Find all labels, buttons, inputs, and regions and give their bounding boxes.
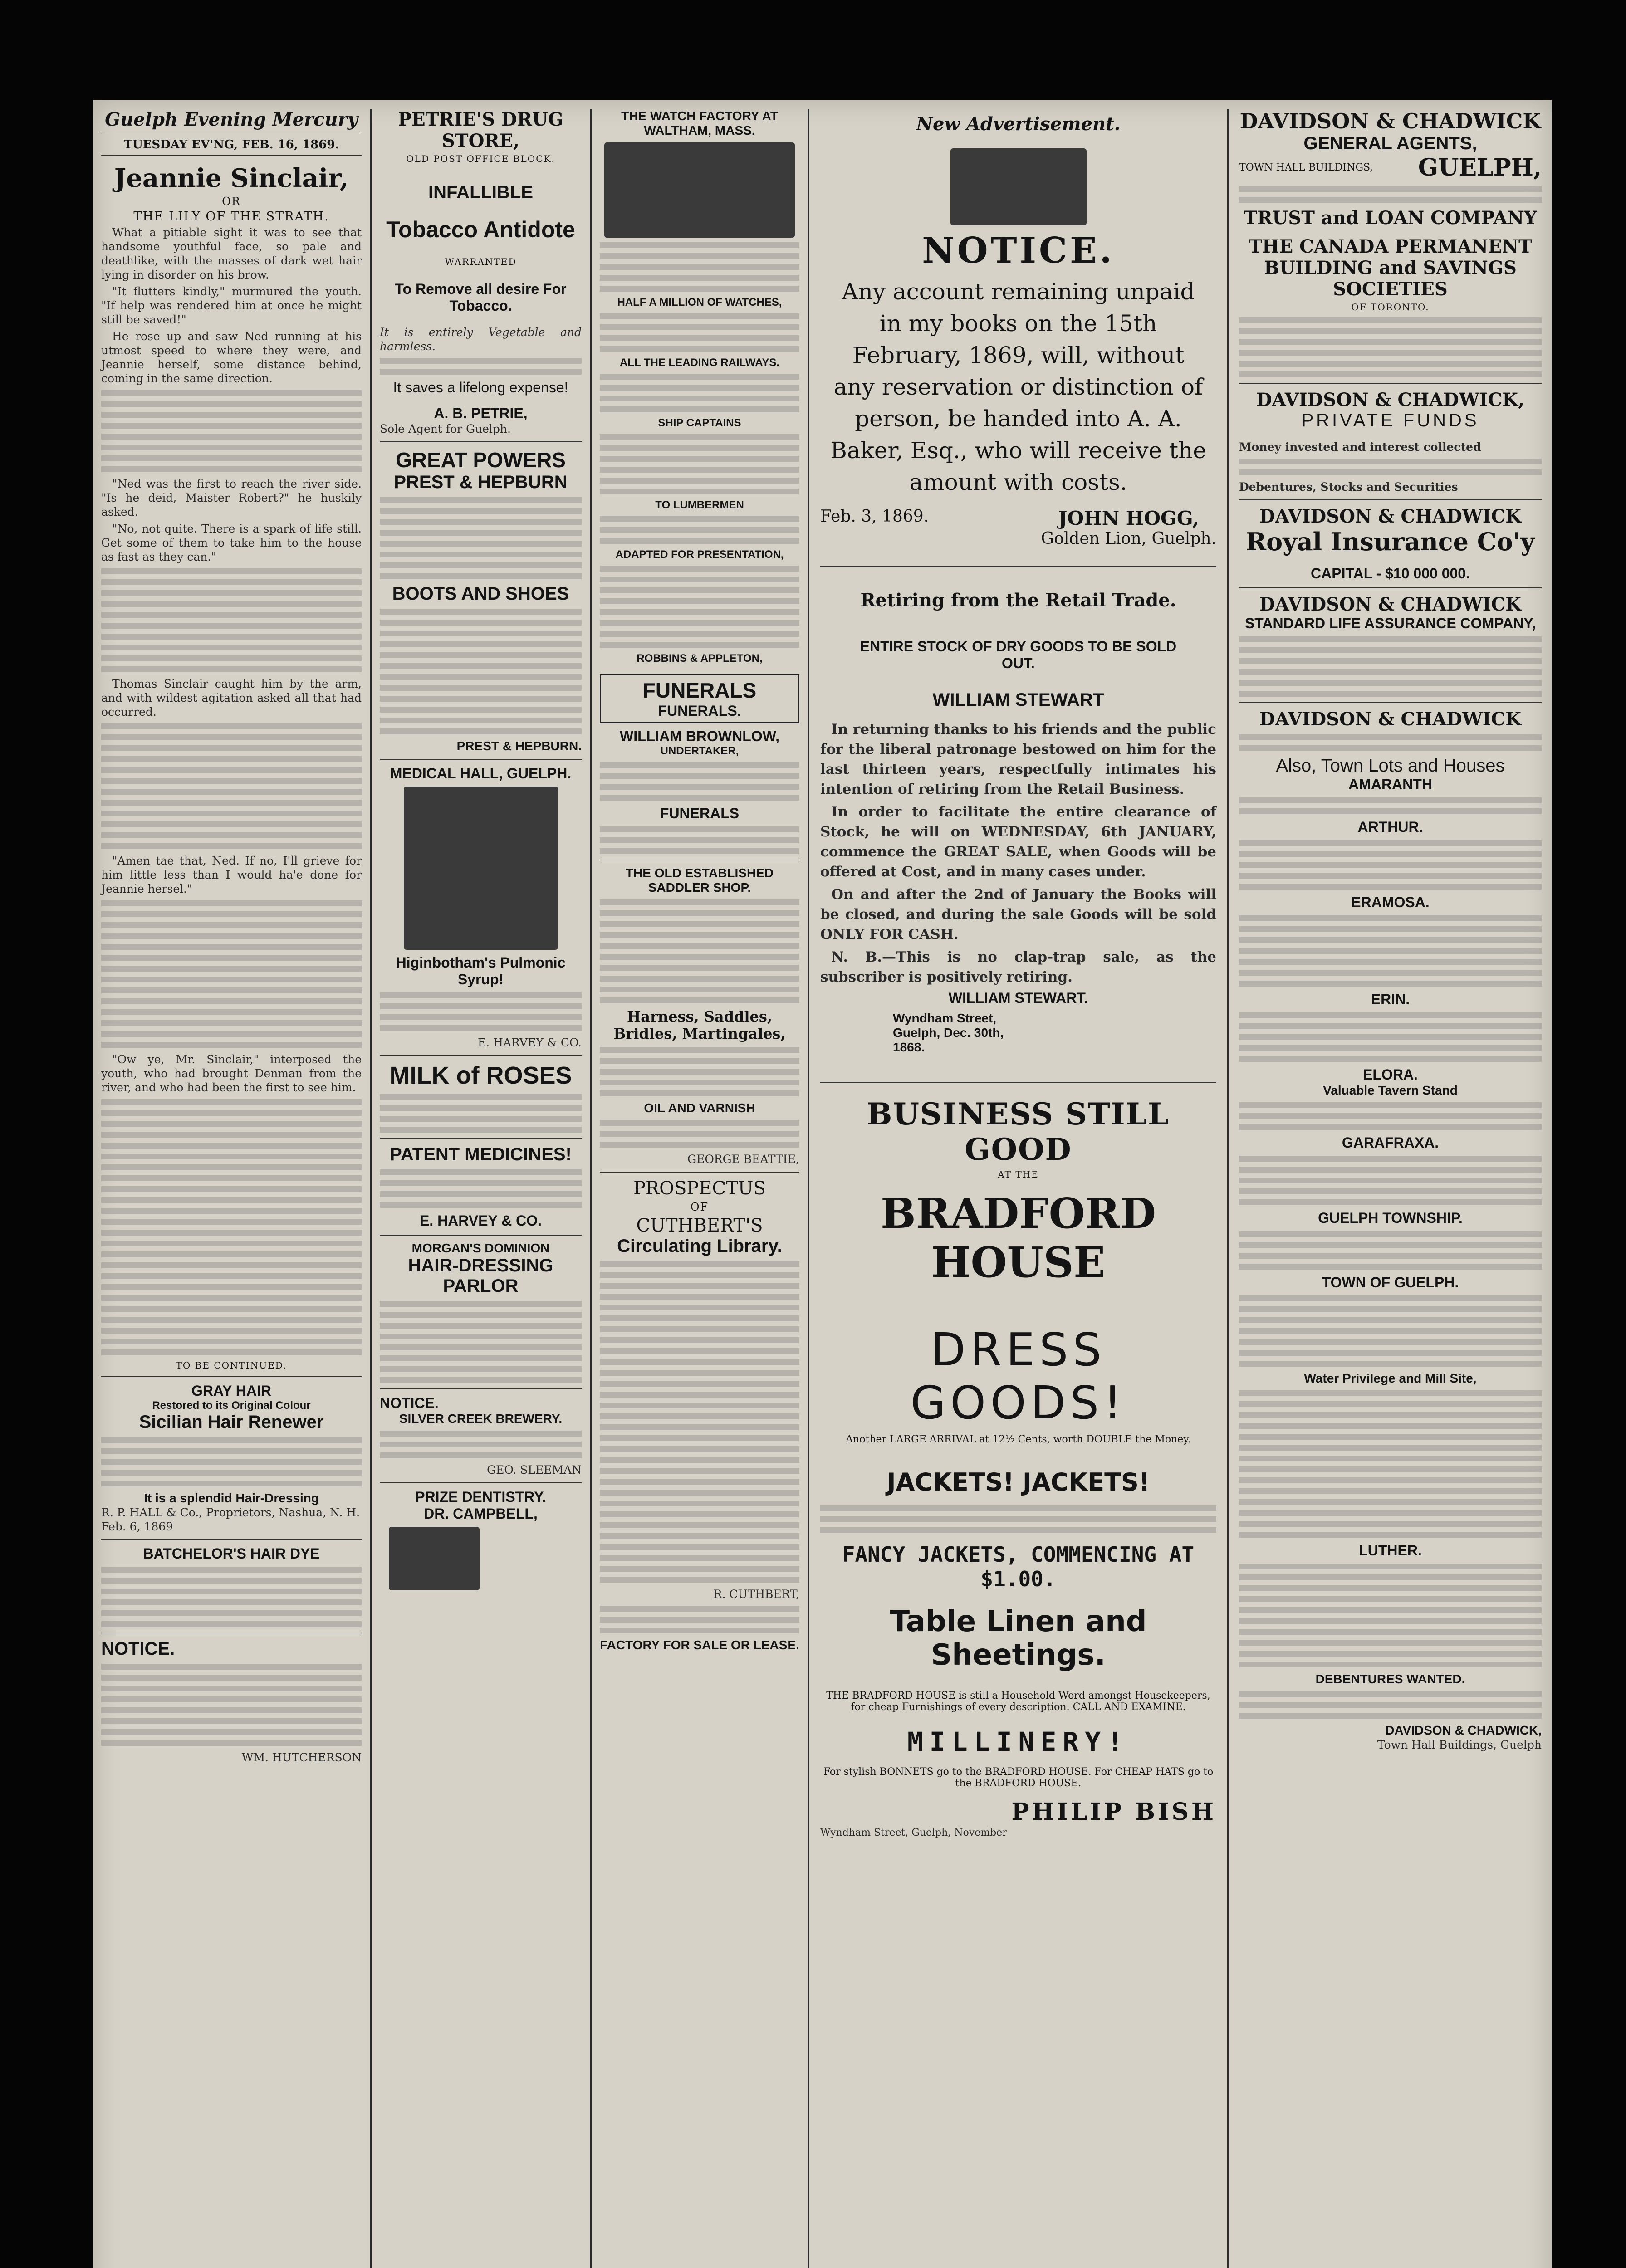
presentation: ADAPTED FOR PRESENTATION,: [615, 548, 784, 561]
masthead: Guelph Evening Mercury: [101, 109, 362, 134]
pulmonic-syrup: Higinbotham's Pulmonic Syrup!: [396, 954, 566, 987]
place-heading: TOWN OF GUELPH.: [1322, 1274, 1459, 1290]
funerals-box: [600, 674, 799, 723]
harvey-sign: E. HARVEY & CO.: [478, 1036, 582, 1049]
cuthberts: CUTHBERT'S: [636, 1215, 763, 1236]
watch-factory-title: THE WATCH FACTORY AT WALTHAM, MASS.: [621, 109, 778, 137]
lumbermen: TO LUMBERMEN: [655, 499, 744, 511]
fancy-jackets: FANCY JACKETS, COMMENCING AT $1.00.: [842, 1542, 1195, 1591]
dc-farms: DAVIDSON & CHADWICK: [1259, 709, 1522, 730]
notice-footer: [820, 507, 1216, 548]
bradford-note: THE BRADFORD HOUSE is still a Household Word amongst Housekeepers, for cheap Furnishings of every description. CALL AND EXAMINE.: [826, 1690, 1210, 1713]
at-the: AT THE: [998, 1169, 1039, 1180]
hair-dressing-line: It is a splendid Hair-Dressing: [144, 1491, 319, 1505]
dress-goods: DRESS GOODS!: [910, 1323, 1126, 1429]
dc-standard: DAVIDSON & CHADWICK: [1259, 594, 1522, 615]
guelph: GUELPH,: [1418, 154, 1542, 181]
place-heading: LUTHER.: [1359, 1542, 1422, 1559]
railways: ALL THE LEADING RAILWAYS.: [619, 357, 780, 369]
story-paragraph: "Amen tae that, Ned. If no, I'll grieve for him little less than I would ha'e done for Jeannie hersel.": [101, 854, 362, 895]
stewart-paragraph: In returning thanks to his friends and the public for the liberal patronage bestowed on him for the last thirteen years, respectfully intimates his intention of retiring from the Retail Business.: [820, 721, 1216, 797]
column-2: [372, 109, 590, 2268]
vegetable-line: It is entirely Vegetable and harmless.: [380, 326, 582, 353]
beattie-sign: GEORGE BEATTIE,: [687, 1153, 799, 1166]
factory-for-sale: FACTORY FOR SALE OR LEASE.: [600, 1638, 799, 1652]
notice-signer: JOHN HOGG,: [1058, 507, 1199, 529]
prest-sign: PREST & HEPBURN.: [456, 739, 582, 753]
millinery-note: For stylish BONNETS go to the BRADFORD HOUSE. For CHEAP HATS go to the BRADFORD HOUSE.: [823, 1766, 1214, 1789]
story-paragraph: "No, not quite. There is a spark of life still. Get some of them to take him to the house as fast as they can.": [101, 522, 362, 563]
bull-engraving: [950, 148, 1087, 225]
circulating-library: Circulating Library.: [617, 1236, 782, 1256]
watch-factory-engraving: [604, 142, 795, 238]
canada-permanent: THE CANADA PERMANENT BUILDING and SAVINGS SOCIETIES: [1249, 236, 1532, 300]
table-linen: Table Linen and Sheetings.: [890, 1605, 1147, 1672]
hair-renewer-title: Sicilian Hair Renewer: [139, 1412, 324, 1432]
story-or: OR: [222, 195, 241, 208]
brewery-sign: GEO. SLEEMAN: [487, 1463, 582, 1476]
place-heading: ARTHUR.: [1357, 819, 1423, 835]
capital: CAPITAL - $10 000 000.: [1311, 565, 1470, 582]
property-listing: [1239, 776, 1542, 1752]
harness-line: Harness, Saddles, Bridles, Martingales,: [613, 1008, 786, 1042]
tobacco-antidote: Tobacco Antidote: [386, 217, 575, 242]
story-paragraph: "Ned was the first to reach the river side. "Is he deid, Maister Robert?" he huskily asked.: [101, 477, 362, 518]
jackets: JACKETS! JACKETS!: [886, 1468, 1150, 1496]
dc-royal: DAVIDSON & CHADWICK: [1259, 506, 1522, 527]
warranted: WARRANTED: [445, 256, 517, 267]
saddler-shop: THE OLD ESTABLISHED SADDLER SHOP.: [625, 866, 774, 894]
bish-place: Wyndham Street, Guelph, November: [820, 1827, 1007, 1838]
stewart-sign: WILLIAM STEWART.: [948, 990, 1088, 1006]
story-paragraph: "It flutters kindly," murmured the youth. "If help was rendered him at once he might still be saved!": [101, 285, 362, 326]
hair-dressing-parlor: HAIR-DRESSING PARLOR: [408, 1256, 553, 1296]
dress-goods-sub: Another LARGE ARRIVAL at 12½ Cents, worth DOUBLE the Money.: [846, 1434, 1191, 1445]
general-agents: GENERAL AGENTS,: [1303, 133, 1477, 153]
petrie-sub: Sole Agent for Guelph.: [380, 422, 511, 435]
brewery-notice: NOTICE.: [380, 1395, 439, 1411]
gray-hair-line: Restored to its Original Colour: [152, 1399, 311, 1412]
royal-insurance: Royal Insurance Co'y: [1246, 527, 1535, 556]
prest-hepburn: PREST & HEPBURN: [394, 472, 568, 492]
notice-text: Any account remaining unpaid in my books on the 15th February, 1869, will, without any reservation or distinction of person, be handed into A. A. Baker, Esq., who will receive the amount with costs.: [830, 279, 1206, 495]
debentures-wanted: DEBENTURES WANTED.: [1315, 1672, 1465, 1686]
column-1: [93, 109, 370, 2268]
hair-renewer-sign: R. P. HALL & Co., Proprietors, Nashua, N. H.: [101, 1506, 360, 1519]
place-heading: AMARANTH: [1348, 776, 1432, 792]
water-privilege: Water Privilege and Mill Site,: [1304, 1371, 1477, 1385]
stewart-paragraph: In order to facilitate the entire clearance of Stock, he will on WEDNESDAY, 6th JANUARY, commence the GREAT SALE, when Goods will be offered at Cost, and in many cases under.: [820, 804, 1216, 880]
notice-sign: WM. HUTCHERSON: [241, 1751, 362, 1764]
medical-hall-engraving: [404, 787, 558, 950]
drug-store-title: PETRIE'S DRUG STORE,: [398, 109, 563, 152]
place-heading: ELORA.: [1363, 1066, 1418, 1083]
town-hall: TOWN HALL BUILDINGS,: [1239, 162, 1373, 173]
notice-heading: NOTICE.: [922, 230, 1115, 271]
medical-hall: MEDICAL HALL, GUELPH.: [390, 765, 572, 782]
prospectus-of: OF: [690, 1201, 709, 1213]
hair-dye-title: BATCHELOR'S HAIR DYE: [143, 1545, 320, 1562]
dc-location: [1239, 154, 1542, 181]
prospectus: PROSPECTUS: [633, 1178, 766, 1199]
column-3: [592, 109, 808, 2268]
place-heading: ERIN.: [1371, 991, 1410, 1007]
millinery: MILLINERY!: [907, 1726, 1130, 1757]
notice-date: Feb. 3, 1869.: [820, 507, 929, 526]
debentures: Debentures, Stocks and Securities: [1239, 480, 1458, 494]
story-paragraph: Thomas Sinclair caught him by the arm, and with wildest agitation asked all that had occurred.: [101, 677, 362, 719]
dc-sign: DAVIDSON & CHADWICK,: [1385, 1723, 1542, 1737]
story-subtitle: THE LILY OF THE STRATH.: [133, 210, 329, 224]
story-body: [101, 225, 362, 1355]
great-powers: GREAT POWERS: [396, 448, 566, 472]
half-million: HALF A MILLION OF WATCHES,: [617, 296, 782, 308]
town-lots: Also, Town Lots and Houses: [1276, 756, 1505, 776]
retiring-title: Retiring from the Retail Trade.: [860, 590, 1176, 611]
petrie-name: A. B. PETRIE,: [434, 405, 528, 421]
stewart-nb: N. B.—This is no clap-trap sale, as the subscriber is positively retiring.: [820, 949, 1216, 985]
undertaker: UNDERTAKER,: [660, 745, 739, 757]
notice-title: NOTICE.: [101, 1639, 175, 1659]
dc-private: DAVIDSON & CHADWICK,: [1256, 389, 1524, 411]
brownlow: WILLIAM BROWNLOW,: [620, 728, 779, 744]
cuthbert-sign: R. CUTHBERT,: [713, 1588, 799, 1601]
story-paragraph: He rose up and saw Ned running at his utmost speed to where they were, and Jeannie herself, some distance behind, coming in the same direction.: [101, 330, 362, 385]
private-funds: PRIVATE FUNDS: [1301, 411, 1479, 430]
stewart-paragraph: On and after the 2nd of January the Books will be closed, and during the sale Goods will be sold ONLY FOR CASH.: [820, 886, 1216, 943]
column-5: [1229, 109, 1552, 2268]
prize-dentistry: PRIZE DENTISTRY.: [415, 1489, 546, 1505]
newspaper-page: [93, 100, 1552, 2268]
entire-stock: ENTIRE STOCK OF DRY GOODS TO BE SOLD OUT.: [860, 638, 1177, 671]
philip-bish: PHILIP BISH: [1011, 1798, 1216, 1826]
of-toronto: OF TORONTO.: [1351, 302, 1430, 313]
boots-shoes: BOOTS AND SHOES: [392, 584, 569, 604]
patent-medicines: PATENT MEDICINES!: [390, 1144, 572, 1164]
infallible: INFALLIBLE: [428, 182, 534, 202]
dc-sign-place: Town Hall Buildings, Guelph: [1377, 1738, 1542, 1751]
milk-of-roses: MILK of ROSES: [389, 1062, 572, 1089]
column-4: [809, 109, 1227, 2268]
money-invested: Money invested and interest collected: [1239, 440, 1481, 454]
dentist-name: DR. CAMPBELL,: [424, 1505, 538, 1522]
oil-varnish: OIL AND VARNISH: [644, 1101, 755, 1115]
story-continued: TO BE CONTINUED.: [176, 1360, 287, 1371]
business-still-good: BUSINESS STILL GOOD: [867, 1096, 1170, 1167]
stewart-text: [820, 719, 1216, 987]
funerals-2: FUNERALS: [660, 805, 740, 821]
lifelong-line: It saves a lifelong expense!: [393, 379, 568, 396]
story-title: Jeannie Sinclair,: [114, 163, 349, 193]
dc-title: DAVIDSON & CHADWICK: [1239, 109, 1541, 133]
place-heading: ERAMOSA.: [1351, 894, 1430, 910]
robbins-appleton: ROBBINS & APPLETON,: [637, 652, 763, 665]
place-heading: GARAFRAXA.: [1342, 1134, 1439, 1151]
ship-captains: SHIP CAPTAINS: [658, 417, 741, 429]
trust-loan: TRUST and LOAN COMPANY: [1244, 207, 1537, 229]
funerals-heading: FUNERALS: [642, 679, 757, 702]
bradford-house: BRADFORD HOUSE: [880, 1189, 1156, 1287]
william-stewart: WILLIAM STEWART: [932, 690, 1104, 710]
story-paragraph: What a pitiable sight it was to see that handsome youthful face, so pale and deathlike, with the masses of dark wet hair lying in disorder on his brow.: [101, 226, 362, 281]
hair-renewer-date: Feb. 6, 1869: [101, 1520, 173, 1533]
gray-hair-title: GRAY HAIR: [191, 1383, 272, 1399]
place-heading: GUELPH TOWNSHIP.: [1318, 1210, 1463, 1226]
new-advertisement: New Advertisement.: [916, 113, 1121, 135]
remove-desire: To Remove all desire For Tobacco.: [395, 281, 567, 314]
funerals-sub: FUNERALS.: [658, 703, 741, 719]
dentistry-engraving: [389, 1527, 480, 1590]
drug-store-sub: OLD POST OFFICE BLOCK.: [406, 153, 555, 164]
story-paragraph: "Ow ye, Mr. Sinclair," interposed the youth, who had brought Denman from the river, and who had been the first to see him.: [101, 1053, 362, 1094]
morgan-title: MORGAN'S DOMINION: [411, 1241, 550, 1255]
brewery-title: SILVER CREEK BREWERY.: [399, 1412, 563, 1426]
notice-place: Golden Lion, Guelph.: [1041, 529, 1216, 548]
tavern-stand: Valuable Tavern Stand: [1323, 1083, 1458, 1097]
standard-life: STANDARD LIFE ASSURANCE COMPANY,: [1244, 615, 1536, 631]
stewart-date: Wyndham Street, Guelph, Dec. 30th, 1868.: [893, 1011, 1004, 1054]
harvey-sign-2: E. HARVEY & CO.: [419, 1212, 542, 1229]
dateline: TUESDAY EV'NG, FEB. 16, 1869.: [101, 138, 362, 156]
